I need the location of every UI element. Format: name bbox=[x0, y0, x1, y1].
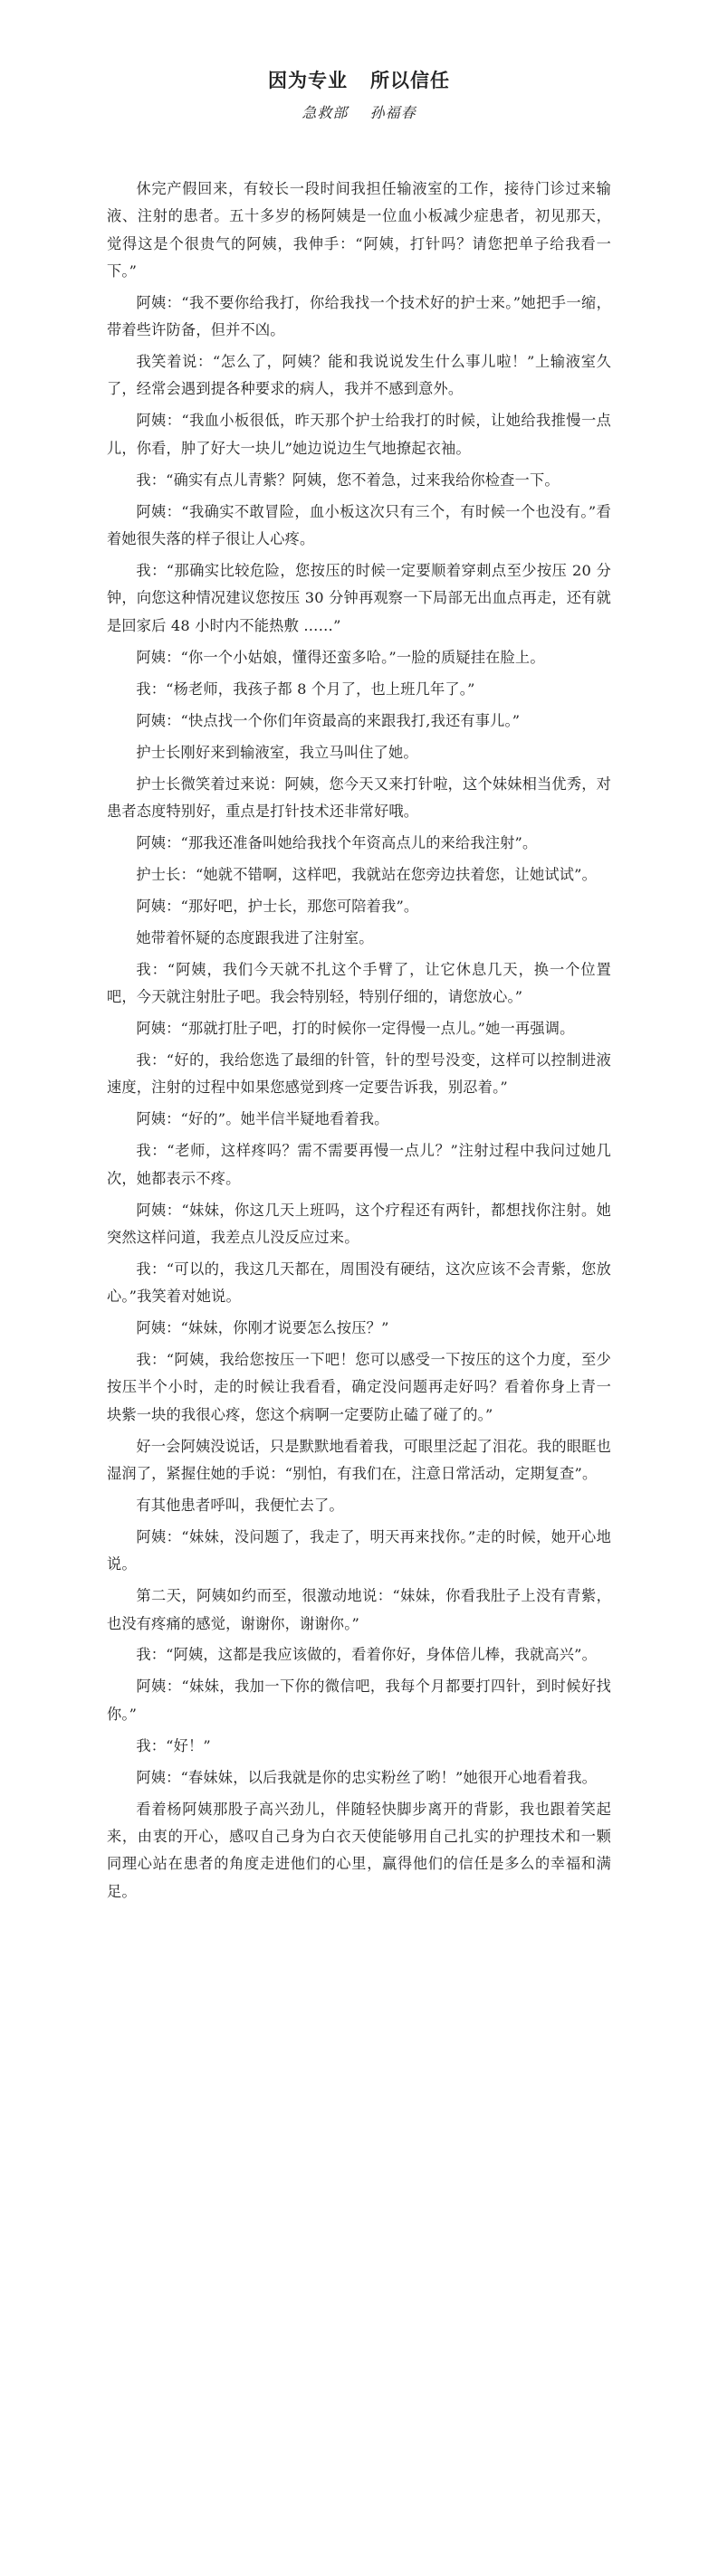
article-paragraph: 阿姨：“妹妹，你刚才说要怎么按压？” bbox=[136, 1319, 389, 1337]
article-paragraph: 她带着怀疑的态度跟我进了注射室。 bbox=[136, 928, 374, 946]
article-paragraph: 阿姨：“好的”。她半信半疑地看着我。 bbox=[136, 1110, 389, 1128]
article-paragraph: 护士长刚好来到输液室，我立马叫住了她。 bbox=[136, 743, 418, 761]
article-paragraph: 有其他患者呼叫，我便忙去了。 bbox=[136, 1496, 344, 1514]
article-paragraph: 护士长：“她就不错啊，这样吧，我就站在您旁边扶着您，让她试试”。 bbox=[136, 865, 597, 883]
article-paragraph: 第二天，阿姨如约而至，很激动地说：“妹妹，你看我肚子上没有青紫，也没有疼痛的感觉，谢谢你，谢谢你。” bbox=[107, 1587, 611, 1632]
article-paragraph: 阿姨：“那就打肚子吧，打的时候你一定得慢一点儿。”她一再强调。 bbox=[136, 1020, 575, 1037]
article-paragraph: 我：“好的，我给您选了最细的针管，针的型号没变，这样可以控制进液速度，注射的过程中如果您感觉到疼一定要告诉我，别忍着。” bbox=[107, 1050, 611, 1097]
article-paragraph: 阿姨：“那我还准备叫她给我找个年资高点儿的来给我注射”。 bbox=[136, 833, 538, 851]
article-body bbox=[107, 176, 611, 1906]
article-paragraph: 我：“可以的，我这几天都在，周围没有硬结，这次应该不会青紫，您放心。”我笑着对她说。 bbox=[107, 1259, 611, 1306]
article-paragraph: 阿姨：“那好吧，护士长，那您可陪着我”。 bbox=[136, 897, 419, 915]
article-paragraph: 我：“阿姨，我们今天就不扎这个手臂了，让它休息几天，换一个位置吧，今天就注射肚子吧。我会特别轻，特别仔细的，请您放心。” bbox=[107, 960, 611, 1006]
article-paragraph: 阿姨：“妹妹，我加一下你的微信吧，我每个月都要打四针，到时候好找你。” bbox=[107, 1678, 611, 1723]
article-paragraph: 阿姨：“春妹妹，以后我就是你的忠实粉丝了哟！”她很开心地看着我。 bbox=[136, 1768, 597, 1786]
article-paragraph: 我：“杨老师，我孩子都 8 个月了，也上班几年了。” bbox=[136, 680, 475, 698]
article-paragraph: 阿姨：“我不要你给我打，你给我找一个技术好的护士来。”她把手一缩，带着些许防备，但并不凶。 bbox=[107, 293, 611, 339]
article-paragraph: 阿姨：“快点找一个你们年资最高的来跟我打,我还有事儿。” bbox=[136, 711, 521, 729]
article-paragraph: 阿姨：“我血小板很低，昨天那个护士给我打的时候，让她给我推慢一点儿，你看，肿了好大一块儿”她边说边生气地撩起衣袖。 bbox=[107, 412, 611, 457]
article-paragraph: 我：“确实有点儿青紫？阿姨，您不着急，过来我给你检查一下。 bbox=[136, 471, 560, 489]
article-paragraph: 看着杨阿姨那股子高兴劲儿，伴随轻快脚步离开的背影，我也跟着笑起来，由衷的开心，感叹自己身为白衣天使能够用自己扎实的护理技术和一颗同理心站在患者的角度走进他们的心里，赢得他们的信任是多么的幸福和满足。 bbox=[107, 1800, 611, 1900]
article-paragraph: 护士长微笑着过来说：阿姨，您今天又来打针啦，这个妹妹相当优秀，对患者态度特别好，重点是打针技术还非常好哦。 bbox=[107, 775, 611, 820]
article-paragraph: 我笑着说：“怎么了，阿姨？能和我说说发生什么事儿啦！”上输液室久了，经常会遇到提各种要求的病人，我并不感到意外。 bbox=[107, 353, 611, 398]
article-paragraph: 阿姨：“我确实不敢冒险，血小板这次只有三个，有时候一个也没有。”看着她很失落的样子很让人心疼。 bbox=[107, 502, 611, 547]
article-paragraph: 我：“阿姨，这都是我应该做的，看着你好，身体倍儿棒，我就高兴”。 bbox=[136, 1646, 597, 1664]
article-paragraph: 我：“阿姨，我给您按压一下吧！您可以感受一下按压的这个力度，至少按压半个小时，走的时候让我看看，确定没问题再走好吗？看着你身上青一块紫一块的我很心疼，您这个病啊一定要防止磕了碰了的。” bbox=[107, 1351, 611, 1423]
article-paragraph: 我：“老师，这样疼吗？需不需要再慢一点儿？”注射过程中我问过她几次，她都表示不疼。 bbox=[107, 1142, 611, 1187]
article-paragraph: 我：“那确实比较危险，您按压的时候一定要顺着穿刺点至少按压 20 分钟，向您这种情况建议您按压 30 分钟再观察一下局部无出血点再走，还有就是回家后 48 小时内不能热敷 ……” bbox=[107, 561, 611, 634]
article-paragraph: 好一会阿姨没说话，只是默默地看着我，可眼里泛起了泪花。我的眼眶也湿润了，紧握住她的手说：“别怕，有我们在，注意日常活动，定期复查”。 bbox=[107, 1437, 611, 1482]
article-paragraph: 休完产假回来，有较长一段时间我担任输液室的工作，接待门诊过来输液、注射的患者。五十多岁的杨阿姨是一位血小板减少症患者，初见那天，觉得这是个很贵气的阿姨，我伸手：“阿姨，打针吗？请您把单子给我看一下。” bbox=[107, 180, 611, 280]
article-paragraph: 阿姨：“妹妹，没问题了，我走了，明天再来找你。”走的时候，她开心地说。 bbox=[107, 1527, 611, 1573]
article-title: 因为专业 所以信任 bbox=[268, 70, 450, 91]
article-byline: 急救部 孙福春 bbox=[302, 104, 416, 121]
article-paragraph: 阿姨：“妹妹，你这几天上班吗，这个疗程还有两针，都想找你注射。她突然这样问道，我差点儿没反应过来。 bbox=[107, 1201, 611, 1246]
article-paragraph: 阿姨：“你一个小姑娘，懂得还蛮多哈。”一脸的质疑挂在脸上。 bbox=[136, 648, 545, 666]
article-paragraph: 我：“好！” bbox=[136, 1736, 211, 1754]
